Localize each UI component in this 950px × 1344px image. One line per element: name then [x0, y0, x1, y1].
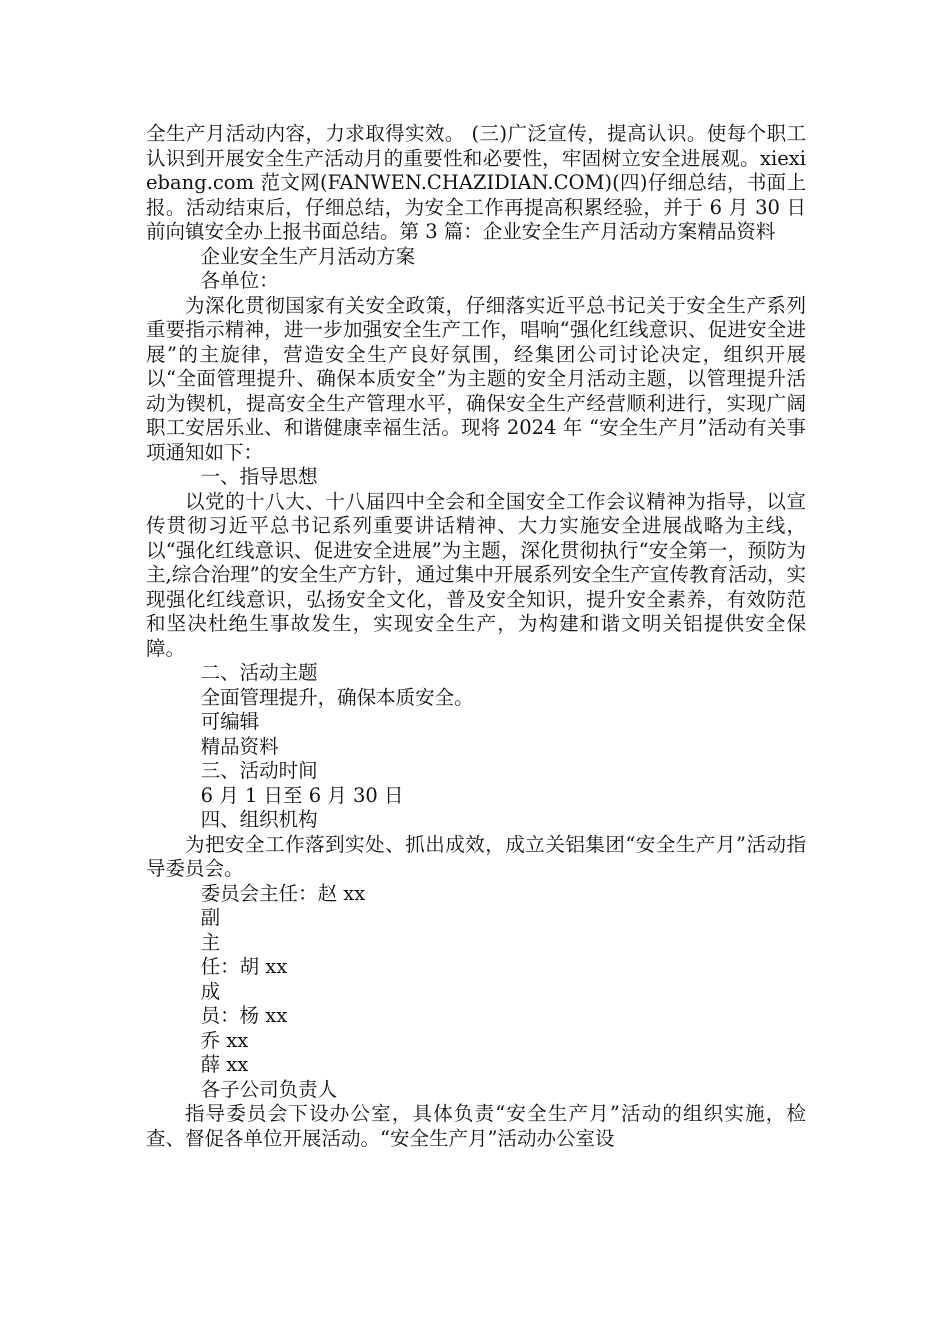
activity-time-text: 6 月 1 日至 6 月 30 日 — [200, 783, 404, 807]
quality-material-note: 精品资料 — [200, 734, 279, 758]
activity-theme-text: 全面管理提升，确保本质安全。 — [200, 685, 474, 709]
document-page — [146, 122, 806, 1151]
committee-member: 各子公司负责人 — [200, 1077, 338, 1101]
salutation: 各单位： — [200, 269, 279, 292]
guiding-ideology-paragraph: 以党的十八大、十八届四中全会和全国安全工作会议精神为指导，以宣传贯彻习近平总书记系列重要讲话精神、大力实施安全进展战略为主线，以“强化红线意识、促进安全进展”为主题，深化贯彻执行“安全第一，预防为主,综合治理”的安全生产方针，通过集中开展系列安全生产宣传教育活动，实现强化红线意识，弘扬安全文化，普及安全知识，提升安全素养，有效防范和坚决杜绝生事故发生，实现安全生产，为构建和谐文明关铝提供安全保障。 — [146, 489, 806, 660]
intro-paragraph: 为深化贯彻国家有关安全政策，仔细落实近平总书记关于安全生产系列重要指示精神，进一步加强安全生产工作，唱响“强化红线意识、促进安全进展”的主旋律，营造安全生产良好氛围，经集团公司讨论决定，组织开展以“全面管理提升、确保本质安全”为主题的安全月活动主题，以管理提升活动为锲机，提高安全生产管理水平，确保安全生产经营顺利进行，实现广阔职工安居乐业、和谐健康幸福生活。现将 2024 年 “安全生产月”活动有关事项通知如下： — [146, 293, 806, 464]
committee-line: 副 — [200, 906, 221, 929]
committee-director: 委员会主任：赵 xx — [200, 881, 366, 905]
section-heading-activity-theme: 二、活动主题 — [200, 661, 318, 684]
office-paragraph: 指导委员会下设办公室，具体负责“安全生产月”活动的组织实施，检查、督促各单位开展活动。“安全生产月”活动办公室设 — [146, 1102, 806, 1150]
committee-member: 乔 xx — [200, 1028, 249, 1052]
organization-paragraph: 为把安全工作落到实处、抓出成效，成立关铝集团“安全生产月”活动指导委员会。 — [146, 832, 806, 880]
committee-line: 主 — [200, 930, 221, 954]
committee-deputy: 任：胡 xx — [200, 955, 288, 978]
document-title: 企业安全生产月活动方案 — [200, 244, 416, 268]
committee-member: 薛 xx — [200, 1053, 249, 1076]
committee-member: 员：杨 xx — [200, 1004, 288, 1027]
section-heading-guiding-ideology: 一、指导思想 — [200, 465, 318, 488]
committee-line: 成 — [200, 979, 221, 1003]
body-paragraph: 全生产月活动内容，力求取得实效。 (三)广泛宣传，提高认识。使每个职工认识到开展安全生产活动月的重要性和必要性，牢固树立安全进展观。xiexiebang.com 范文网(FANWEN.CHAZIDIAN.COM)(四)仔细总结，书面上报。活动结束后，仔细总结，为安全工作再提高积累经验，并于 6 月 30 日前向镇安全办上报书面总结。第 3 篇：企业安全生产月活动方案精品资料 — [146, 122, 806, 243]
section-heading-organization: 四、组织机构 — [200, 808, 318, 831]
section-heading-activity-time: 三、活动时间 — [200, 759, 318, 782]
editable-note: 可编辑 — [200, 710, 260, 733]
